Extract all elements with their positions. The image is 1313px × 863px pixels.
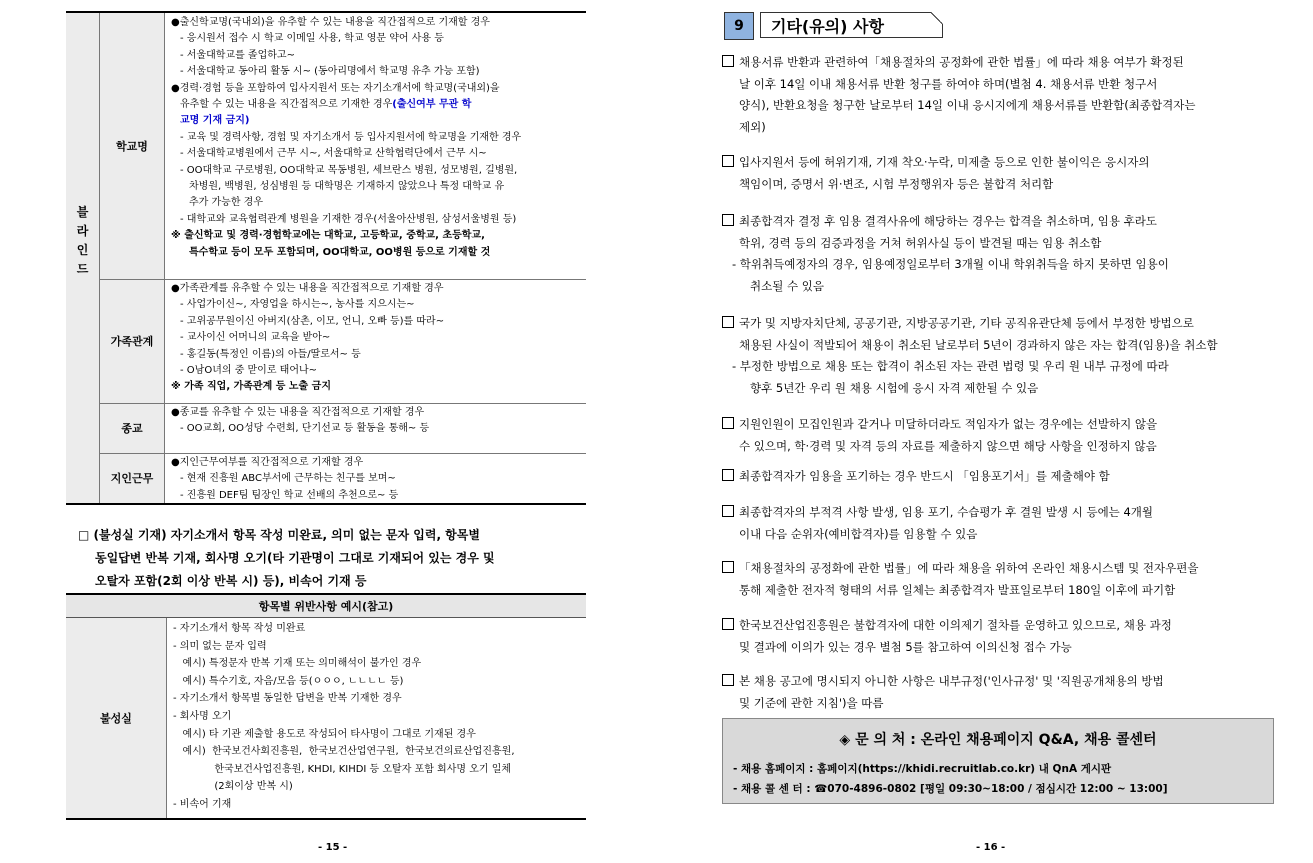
notice-line [722, 378, 1272, 400]
content-text: - OO교회, OO성당 수련회, 단기선교 등 활동을 통해~ 등 [180, 423, 430, 435]
contact-title: ◈ 문 의 처 : 온라인 채용페이지 Q&A, 채용 콜센터 [839, 732, 1157, 748]
violation-line: 예시) 한국보건사회진흥원, 한국보건산업연구원, 한국보건의료산업진흥원, [173, 746, 515, 758]
checkbox-bullet-icon [722, 674, 734, 686]
notice-line [722, 276, 1272, 298]
contact-box [722, 718, 1274, 804]
checkbox-bullet-icon [722, 561, 734, 573]
content-text: ※ 출신학교 및 경력·경험학교에는 대학교, 고등학교, 중학교, 초등학교, [171, 230, 485, 242]
notice-item [722, 313, 1272, 399]
notice-text: 수 있으며, 학·경력 및 자격 등의 자료를 제출하지 않으면 해당 사항을 인정하지 않음 [739, 438, 1157, 453]
violation-line: 예시) 특수기호, 자음/모음 등(ㅇㅇㅇ, ㄴㄴㄴㄴ 등) [173, 675, 404, 687]
content-text: ●경력·경험 등을 포함하여 입사지원서 또는 자기소개서에 학교명(국내외)을 [171, 82, 500, 94]
contact-callcenter: - 채용 콜 센 터 : ☎070-4896-0802 [평일 09:30~18:00 / 점심시간 12:00 ~ 13:00] [733, 783, 1168, 795]
religion-content [171, 405, 583, 438]
notice-text: - 부정한 방법으로 채용 또는 합격이 취소된 자는 관련 법령 및 우리 원 내부 규정에 따라 [732, 359, 1169, 373]
content-line [171, 228, 583, 244]
violation-line: - 의미 없는 문자 입력 [173, 640, 267, 652]
content-text: - OO대학교 구로병원, OO대학교 목동병원, 세브란스 병원, 성모병원, 길병원, [180, 164, 518, 176]
notice-text: 한국보건산업진흥원은 불합격자에 대한 이의제기 절차를 운영하고 있으므로, 채용 과정 [739, 618, 1172, 632]
content-text: - 서울대학교 동아리 활동 시~ (동아리명에서 학교명 유추 가능 포함) [180, 66, 480, 78]
content-line [171, 195, 583, 211]
content-text: - 진흥원 DEF팀 팀장인 학교 선배의 추천으로~ 등 [180, 489, 399, 501]
category-family: 가족관계 [100, 279, 165, 403]
violation-table-header: 항목별 위반사항 예시(참고) [66, 595, 586, 618]
content-text: - 대학교와 교육협력관계 병원을 기재한 경우(서울아산병원, 삼성서울병원 등) [180, 213, 517, 225]
section-title-text: 기타(유의) 사항 [771, 16, 884, 36]
notice-item [722, 211, 1272, 297]
notice-text: 최종합격자가 임용을 포기하는 경우 반드시 「임용포기서」를 제출해야 함 [739, 469, 1110, 483]
violation-line: 예시) 타 기관 제출할 용도로 작성되어 타사명이 그대로 기재된 경우 [173, 728, 476, 740]
category-acquaintance: 지인근무 [100, 453, 165, 503]
content-line [171, 347, 583, 363]
notice-text: 지원인원이 모집인원과 같거나 미달하더라도 적임자가 없는 경우에는 선발하지 않을 [739, 417, 1158, 431]
notice-line [722, 233, 1272, 255]
content-line [171, 179, 583, 195]
notice-line [722, 211, 1272, 233]
violation-line: 예시) 특정문자 반복 기재 또는 의미해석이 불가인 경우 [173, 658, 422, 670]
content-line [171, 330, 583, 346]
content-text: - 현재 진흥원 ABC부서에 근무하는 친구를 보며~ [180, 473, 396, 485]
contact-homepage: - 채용 홈페이지 : 홈페이지(https://khidi.recruitlab.co.kr) 내 QnA 게시판 [733, 763, 1112, 775]
violation-category: 불성실 [66, 618, 167, 818]
notice-line [722, 174, 1272, 196]
notice-text: 채용된 사실이 적발되어 채용이 취소된 날로부터 5년이 경과하지 않은 자는 합격(임용)을 취소함 [739, 337, 1218, 352]
notice-line [722, 671, 1272, 693]
violation-list [173, 620, 583, 814]
page-number-left: - 15 - [318, 842, 348, 853]
notice-text: 및 기준에 관한 지침')을 따름 [739, 695, 884, 710]
content-text: - 고위공무원이신 아버지(삼촌, 이모, 언니, 오빠 등)를 따라~ [180, 315, 445, 327]
notice-line [722, 502, 1272, 524]
content-line [171, 146, 583, 162]
notice-line [722, 335, 1272, 357]
content-text: ●출신학교명(국내외)을 유추할 수 있는 내용을 직간접적으로 기재할 경우 [171, 17, 490, 28]
notice-text: 날 이후 14일 이내 채용서류 반환 청구를 하여야 하며(별첨 4. 채용서류 반환 청구서 [739, 76, 1158, 91]
content-text: - 응시원서 접수 시 학교 이메일 사용, 학교 영문 약어 사용 등 [180, 33, 444, 45]
content-line [171, 363, 583, 379]
checkbox-bullet-icon [722, 214, 734, 226]
emphasis-text: (출신여부 무관 학 [392, 99, 472, 111]
content-text: ●가족관계를 유추할 수 있는 내용을 직간접적으로 기재할 경우 [171, 283, 444, 294]
notice-item [722, 671, 1272, 714]
notice-text: 입사지원서 등에 허위기재, 기재 착오·누락, 미제출 등으로 인한 불이익은 응시자의 [739, 155, 1150, 169]
content-line [171, 212, 583, 228]
notice-item [722, 152, 1272, 195]
content-text: - 교육 및 경력사항, 경험 및 자기소개서 등 입사지원서에 학교명을 기재한 경우 [180, 131, 522, 143]
content-line [171, 113, 583, 129]
violation-line: 한국보건사업진흥원, KHDI, KIHDI 등 오탈자 포함 회사명 오기 일체 [173, 763, 512, 775]
content-text: - 사업가이신~, 자영업을 하시는~, 농사를 지으시는~ [180, 299, 415, 311]
row-divider [100, 453, 586, 454]
content-line [171, 15, 583, 31]
notice-line [722, 52, 1272, 74]
checkbox-bullet-icon [722, 618, 734, 630]
content-text: 추가 가능한 경우 [189, 197, 263, 209]
notice-line [722, 558, 1272, 580]
content-text: 유추할 수 있는 내용을 직간접적으로 기재한 경우 [180, 99, 393, 111]
notice-item [722, 52, 1272, 138]
notice-line [722, 615, 1272, 637]
notice-line [722, 254, 1272, 276]
content-line [171, 488, 583, 504]
notice-text: 최종합격자의 부적격 사항 발생, 임용 포기, 수습평가 후 결원 발생 시 등에는 4개월 [739, 505, 1153, 519]
notice-text: 이내 다음 순위자(예비합격자)를 임용할 수 있음 [739, 526, 978, 541]
violation-line: (2회이상 반복 시) [173, 781, 293, 793]
note-line: 오탈자 포함(2회 이상 반복 시) 등), 비속어 기재 등 [95, 574, 367, 588]
note-line: □ (불성실 기재) 자기소개서 항목 작성 미완료, 의미 없는 문자 입력, 항목별 [78, 528, 480, 542]
notice-text: 최종합격자 결정 후 임용 결격사유에 해당하는 경우는 합격을 취소하며, 임용 후라도 [739, 214, 1157, 228]
content-text: ※ 가족 직업, 가족관계 등 노출 금지 [171, 381, 331, 393]
checkbox-bullet-icon [722, 155, 734, 167]
content-line [171, 405, 583, 421]
content-line [171, 421, 583, 437]
category-religion: 종교 [100, 403, 165, 453]
blind-label: 블 라 인 드 [76, 205, 89, 276]
checkbox-bullet-icon [722, 469, 734, 481]
notice-text: 및 결과에 이의가 있는 경우 별첨 5를 참고하여 이의신청 접수 가능 [739, 639, 1072, 654]
content-text: ●종교를 유추할 수 있는 내용을 직간접적으로 기재할 경우 [171, 407, 425, 418]
content-text: - O남O녀의 중 맏이로 태어나~ [180, 365, 318, 377]
notice-text: 본 채용 공고에 명시되지 아니한 사항은 내부규정('인사규정' 및 '직원공개채용의 방법 [739, 674, 1164, 688]
acquaintance-content [171, 455, 583, 504]
notice-line [722, 356, 1272, 378]
insincere-writing-note [78, 524, 598, 593]
content-text: 특수학교 등이 모두 포함되며, OO대학교, OO병원 등으로 기재할 것 [189, 246, 491, 258]
notice-text: 취소될 수 있음 [750, 278, 824, 293]
notice-text: 국가 및 지방자치단체, 공공기관, 지방공공기관, 기타 공직유관단체 등에서 부정한 방법으로 [739, 316, 1194, 330]
school-content [171, 15, 583, 261]
category-school: 학교명 [100, 13, 165, 279]
notice-line [722, 466, 1272, 488]
notice-text: - 학위취득예정자의 경우, 임용예정일로부터 3개월 이내 학위취득을 하지 못하면 임용이 [732, 257, 1169, 271]
content-line [171, 64, 583, 80]
notice-text: 학위, 경력 등의 검증과정을 거쳐 허위사실 등이 발견될 때는 임용 취소함 [739, 235, 1102, 250]
content-text: 차병원, 백병원, 성심병원 등 대학명은 기재하지 않았으나 특정 대학교 유 [189, 181, 505, 193]
section-title [760, 12, 943, 38]
content-line [171, 163, 583, 179]
checkbox-bullet-icon [722, 417, 734, 429]
blind-label-cell [66, 13, 100, 503]
notice-line [722, 436, 1272, 458]
checkbox-bullet-icon [722, 316, 734, 328]
content-line [171, 297, 583, 313]
note-line: 동일답변 반복 기재, 회사명 오기(타 기관명이 그대로 기재되어 있는 경우 및 [95, 551, 495, 565]
page-number-right: - 16 - [976, 842, 1006, 853]
notice-item [722, 414, 1272, 457]
notice-line [722, 524, 1272, 546]
content-line [171, 31, 583, 47]
notice-item [722, 615, 1272, 658]
content-text: - 서울대학교를 졸업하고~ [180, 49, 295, 61]
notice-line [722, 313, 1272, 335]
notice-text: 통해 제출한 전자적 형태의 서류 일체는 최종합격자 발표일로부터 180일 이후에 파기함 [739, 582, 1176, 597]
notice-text: 「채용절차의 공정화에 관한 법률」에 따라 채용을 위하여 온라인 채용시스템 및 전자우편을 [739, 561, 1199, 575]
notice-line [722, 117, 1272, 139]
checkbox-bullet-icon [722, 55, 734, 67]
notice-line [722, 152, 1272, 174]
content-line [171, 97, 583, 113]
checkbox-bullet-icon [722, 505, 734, 517]
content-line [171, 130, 583, 146]
content-text: - 홍길동(특정인 이름)의 아들/딸로서~ 등 [180, 348, 361, 360]
notice-text: 향후 5년간 우리 원 채용 시험에 응시 자격 제한될 수 있음 [750, 380, 1039, 395]
family-content [171, 281, 583, 396]
emphasis-text: 교명 기재 금지) [180, 115, 250, 127]
notice-line [722, 74, 1272, 96]
section-number: 9 [724, 12, 754, 40]
content-line [171, 48, 583, 64]
row-divider [100, 403, 586, 404]
notice-line [722, 637, 1272, 659]
notice-line [722, 414, 1272, 436]
content-line [171, 281, 583, 297]
notice-line [722, 95, 1272, 117]
violation-line: - 자기소개서 항목 작성 미완료 [173, 623, 306, 634]
blind-guideline-table [66, 11, 586, 505]
notice-line [722, 580, 1272, 602]
folded-corner-icon [931, 12, 943, 24]
violation-line: - 비속어 기재 [173, 798, 232, 810]
notice-text: 책임이며, 증명서 위·변조, 시험 부정행위자 등은 불합격 처리함 [739, 176, 1054, 191]
content-text: - 서울대학교병원에서 근무 시~, 서울대학교 산학협력단에서 근무 시~ [180, 148, 487, 160]
content-line [171, 245, 583, 261]
notice-text: 제외) [739, 119, 766, 134]
violation-example-table [66, 593, 586, 820]
notice-item [722, 558, 1272, 601]
content-line [171, 314, 583, 330]
notice-text: 양식), 반환요청을 청구한 날로부터 14일 이내 응시지에게 채용서류를 반환함(최종합격자는 [739, 98, 1196, 112]
content-line [171, 379, 583, 395]
content-text: ●지인근무여부를 직간접적으로 기재할 경우 [171, 457, 364, 468]
notice-line [722, 693, 1272, 715]
notice-item [722, 502, 1272, 545]
content-line [171, 81, 583, 97]
violation-line: - 자기소개서 항목별 동일한 답변을 반복 기재한 경우 [173, 693, 402, 705]
notice-item [722, 466, 1272, 488]
content-line [171, 455, 583, 471]
violation-line: - 회사명 오기 [173, 710, 232, 722]
notice-text: 채용서류 반환과 관련하여「채용절차의 공정화에 관한 법률」에 따라 채용 여부가 확정된 [739, 55, 1184, 69]
content-text: - 교사이신 어머니의 교육을 받아~ [180, 332, 331, 344]
row-divider [100, 279, 586, 280]
content-line [171, 471, 583, 487]
